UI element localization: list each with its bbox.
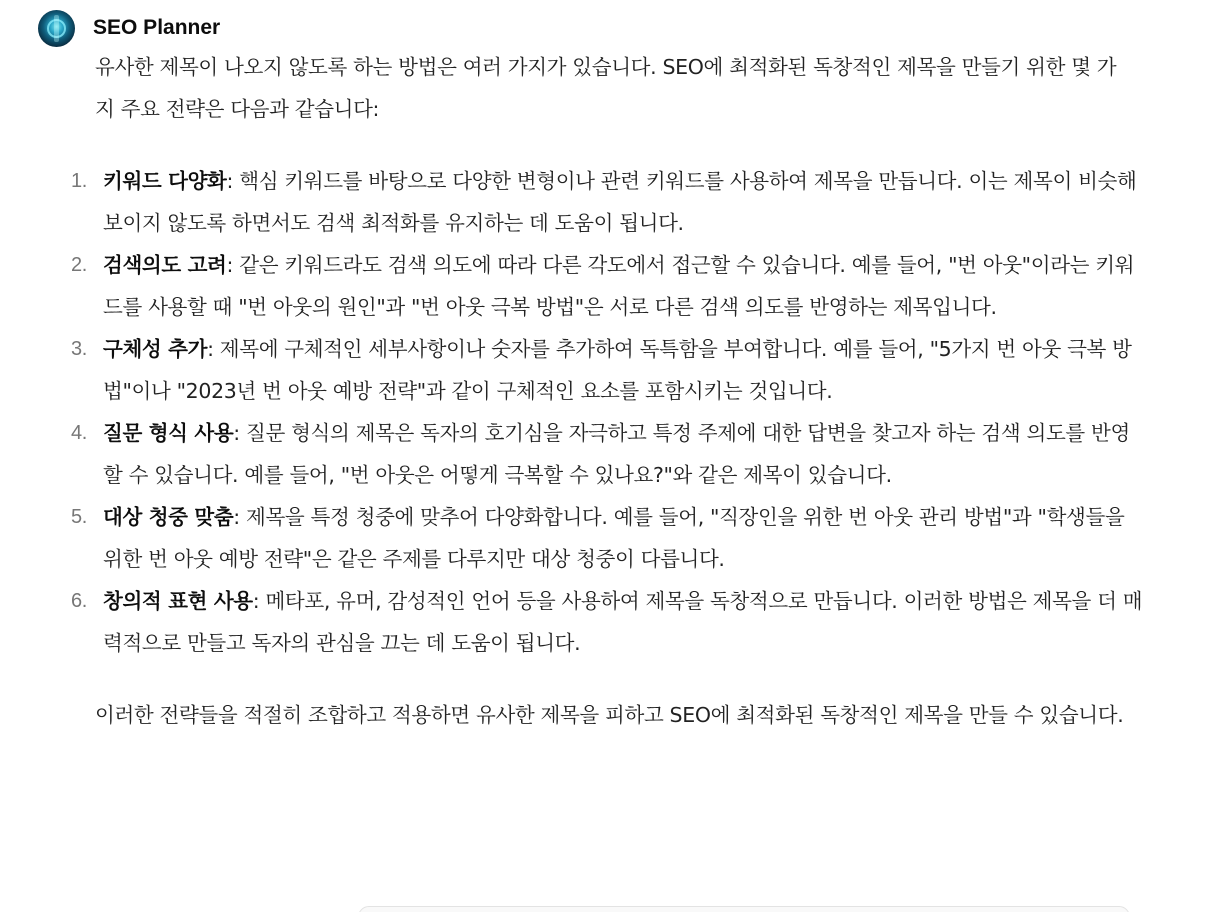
list-number: 2.: [71, 254, 87, 276]
strategy-list: [71, 160, 1208, 664]
strategy-text: : 메타포, 유머, 감성적인 언어 등을 사용하여 제목을 독창적으로 만듭니다. 이러한 방법은 제목을 더 매력적으로 만들고 독자의 관심을 끄는 데 도움이 됩니다.: [103, 589, 1143, 655]
strategy-term: 창의적 표현 사용: [103, 589, 253, 613]
strategy-text: : 같은 키워드라도 검색 의도에 따라 다른 각도에서 접근할 수 있습니다. 예를 들어, "번 아웃"이라는 키워드를 사용할 때 "번 아웃의 원인"과 "번 아웃 극복 방법"은 서로 다른 검색 의도를 반영하는 제목입니다.: [103, 253, 1135, 319]
list-number: 4.: [71, 422, 87, 444]
list-number: 1.: [71, 170, 87, 192]
message-body: [71, 46, 1208, 736]
list-number: 6.: [71, 590, 87, 612]
list-item: [71, 580, 1143, 664]
closing-paragraph: 이러한 전략들을 적절히 조합하고 적용하면 유사한 제목을 피하고 SEO에 최적화된 독창적인 제목을 만들 수 있습니다.: [95, 703, 1124, 727]
assistant-message: [38, 10, 1208, 736]
message-header: [38, 10, 1208, 46]
list-number: 3.: [71, 338, 87, 360]
strategy-term: 구체성 추가: [103, 337, 208, 361]
strategy-text: : 핵심 키워드를 바탕으로 다양한 변형이나 관련 키워드를 사용하여 제목을 만듭니다. 이는 제목이 비슷해 보이지 않도록 하면서도 검색 최적화를 유지하는 데 도움이 됩니다.: [103, 169, 1137, 235]
strategy-text: : 제목에 구체적인 세부사항이나 숫자를 추가하여 독특함을 부여합니다. 예를 들어, "5가지 번 아웃 극복 방법"이나 "2023년 번 아웃 예방 전략"과 같이 구체적인 요소를 포함시키는 것입니다.: [103, 337, 1132, 403]
strategy-term: 키워드 다양화: [103, 169, 227, 193]
strategy-term: 대상 청중 맞춤: [103, 505, 234, 529]
strategy-term: 검색의도 고려: [103, 253, 227, 277]
list-item: [71, 160, 1143, 244]
list-item: [71, 496, 1143, 580]
strategy-text: : 질문 형식의 제목은 독자의 호기심을 자극하고 특정 주제에 대한 답변을 찾고자 하는 검색 의도를 반영할 수 있습니다. 예를 들어, "번 아웃은 어떻게 극복할 수 있나요?"와 같은 제목이 있습니다.: [103, 421, 1130, 487]
list-item: [71, 244, 1143, 328]
list-item: [71, 412, 1143, 496]
list-number: 5.: [71, 506, 87, 528]
robot-globe-avatar-icon: [38, 10, 75, 47]
strategy-term: 질문 형식 사용: [103, 421, 234, 445]
message-input-box[interactable]: [358, 906, 1130, 912]
author-name: SEO Planner: [93, 16, 221, 39]
strategy-text: : 제목을 특정 청중에 맞추어 다양화합니다. 예를 들어, "직장인을 위한 번 아웃 관리 방법"과 "학생들을 위한 번 아웃 예방 전략"은 같은 주제를 다루지만 대상 청중이 다릅니다.: [103, 505, 1125, 571]
list-item: [71, 328, 1143, 412]
intro-paragraph: 유사한 제목이 나오지 않도록 하는 방법은 여러 가지가 있습니다. SEO에 최적화된 독창적인 제목을 만들기 위한 몇 가지 주요 전략은 다음과 같습니다:: [95, 55, 1117, 121]
